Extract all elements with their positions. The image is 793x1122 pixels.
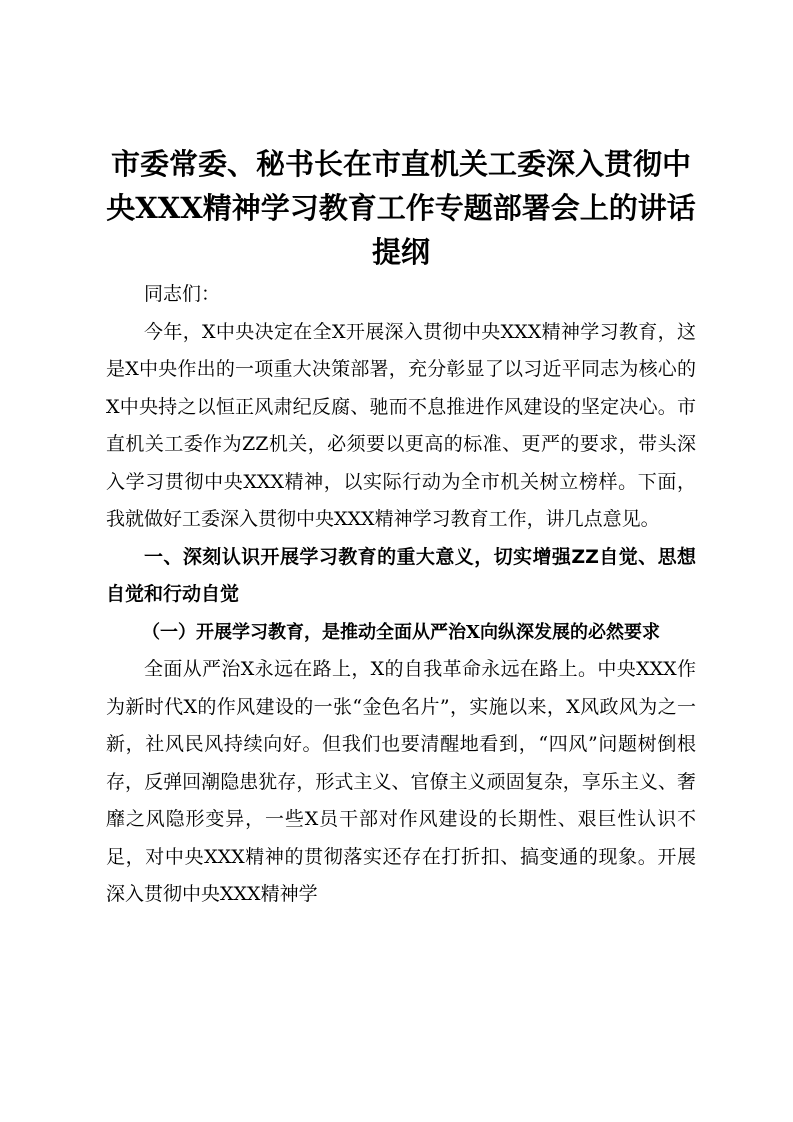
subsection-1-paragraph: 全面从严治X永远在路上，X的自我革命永远在路上。中央XXX作为新时代X的作风建设的一张“金色名片”，实施以来，X风政风为之一新，社风民风持续向好。但我们也要清醒地看到，“四风”问题树倒根存，反弹回潮隐患犹存，形式主义、官僚主义顽固复杂，享乐主义、奢靡之风隐形变异，一些X员干部对作风建设的长期性、艰巨性认识不足，对中央XXX精神的贯彻落实还存在打折扣、搞变通的现象。开展深入贯彻中央XXX精神学 [106, 658, 696, 905]
document-page [106, 142, 696, 914]
salutation: 同志们： [144, 283, 221, 305]
intro-paragraph: 今年，X中央决定在全X开展深入贯彻中央XXX精神学习教育，这是X中央作出的一项重大决策部署，充分彰显了以习近平同志为核心的X中央持之以恒正风肃纪反腐、驰而不息推进作风建设的坚定决心。市直机关工委作为ZZ机关，必须要以更高的标准、更严的要求，带头深入学习贯彻中央XXX精神，以实际行动为全市机关树立榜样。下面，我就做好工委深入贯彻中央XXX精神学习教育工作，讲几点意见。 [106, 320, 696, 530]
subsection-heading-1: （一）开展学习教育，是推动全面从严治X向纵深发展的必然要求 [142, 621, 660, 643]
document-title: 市委常委、秘书长在市直机关工委深入贯彻中央XXX精神学习教育工作专题部署会上的讲话提纲 [106, 147, 696, 269]
section-heading-1: 一、深刻认识开展学习教育的重大意义，切实增强ZZ自觉、思想自觉和行动自觉 [106, 545, 696, 605]
